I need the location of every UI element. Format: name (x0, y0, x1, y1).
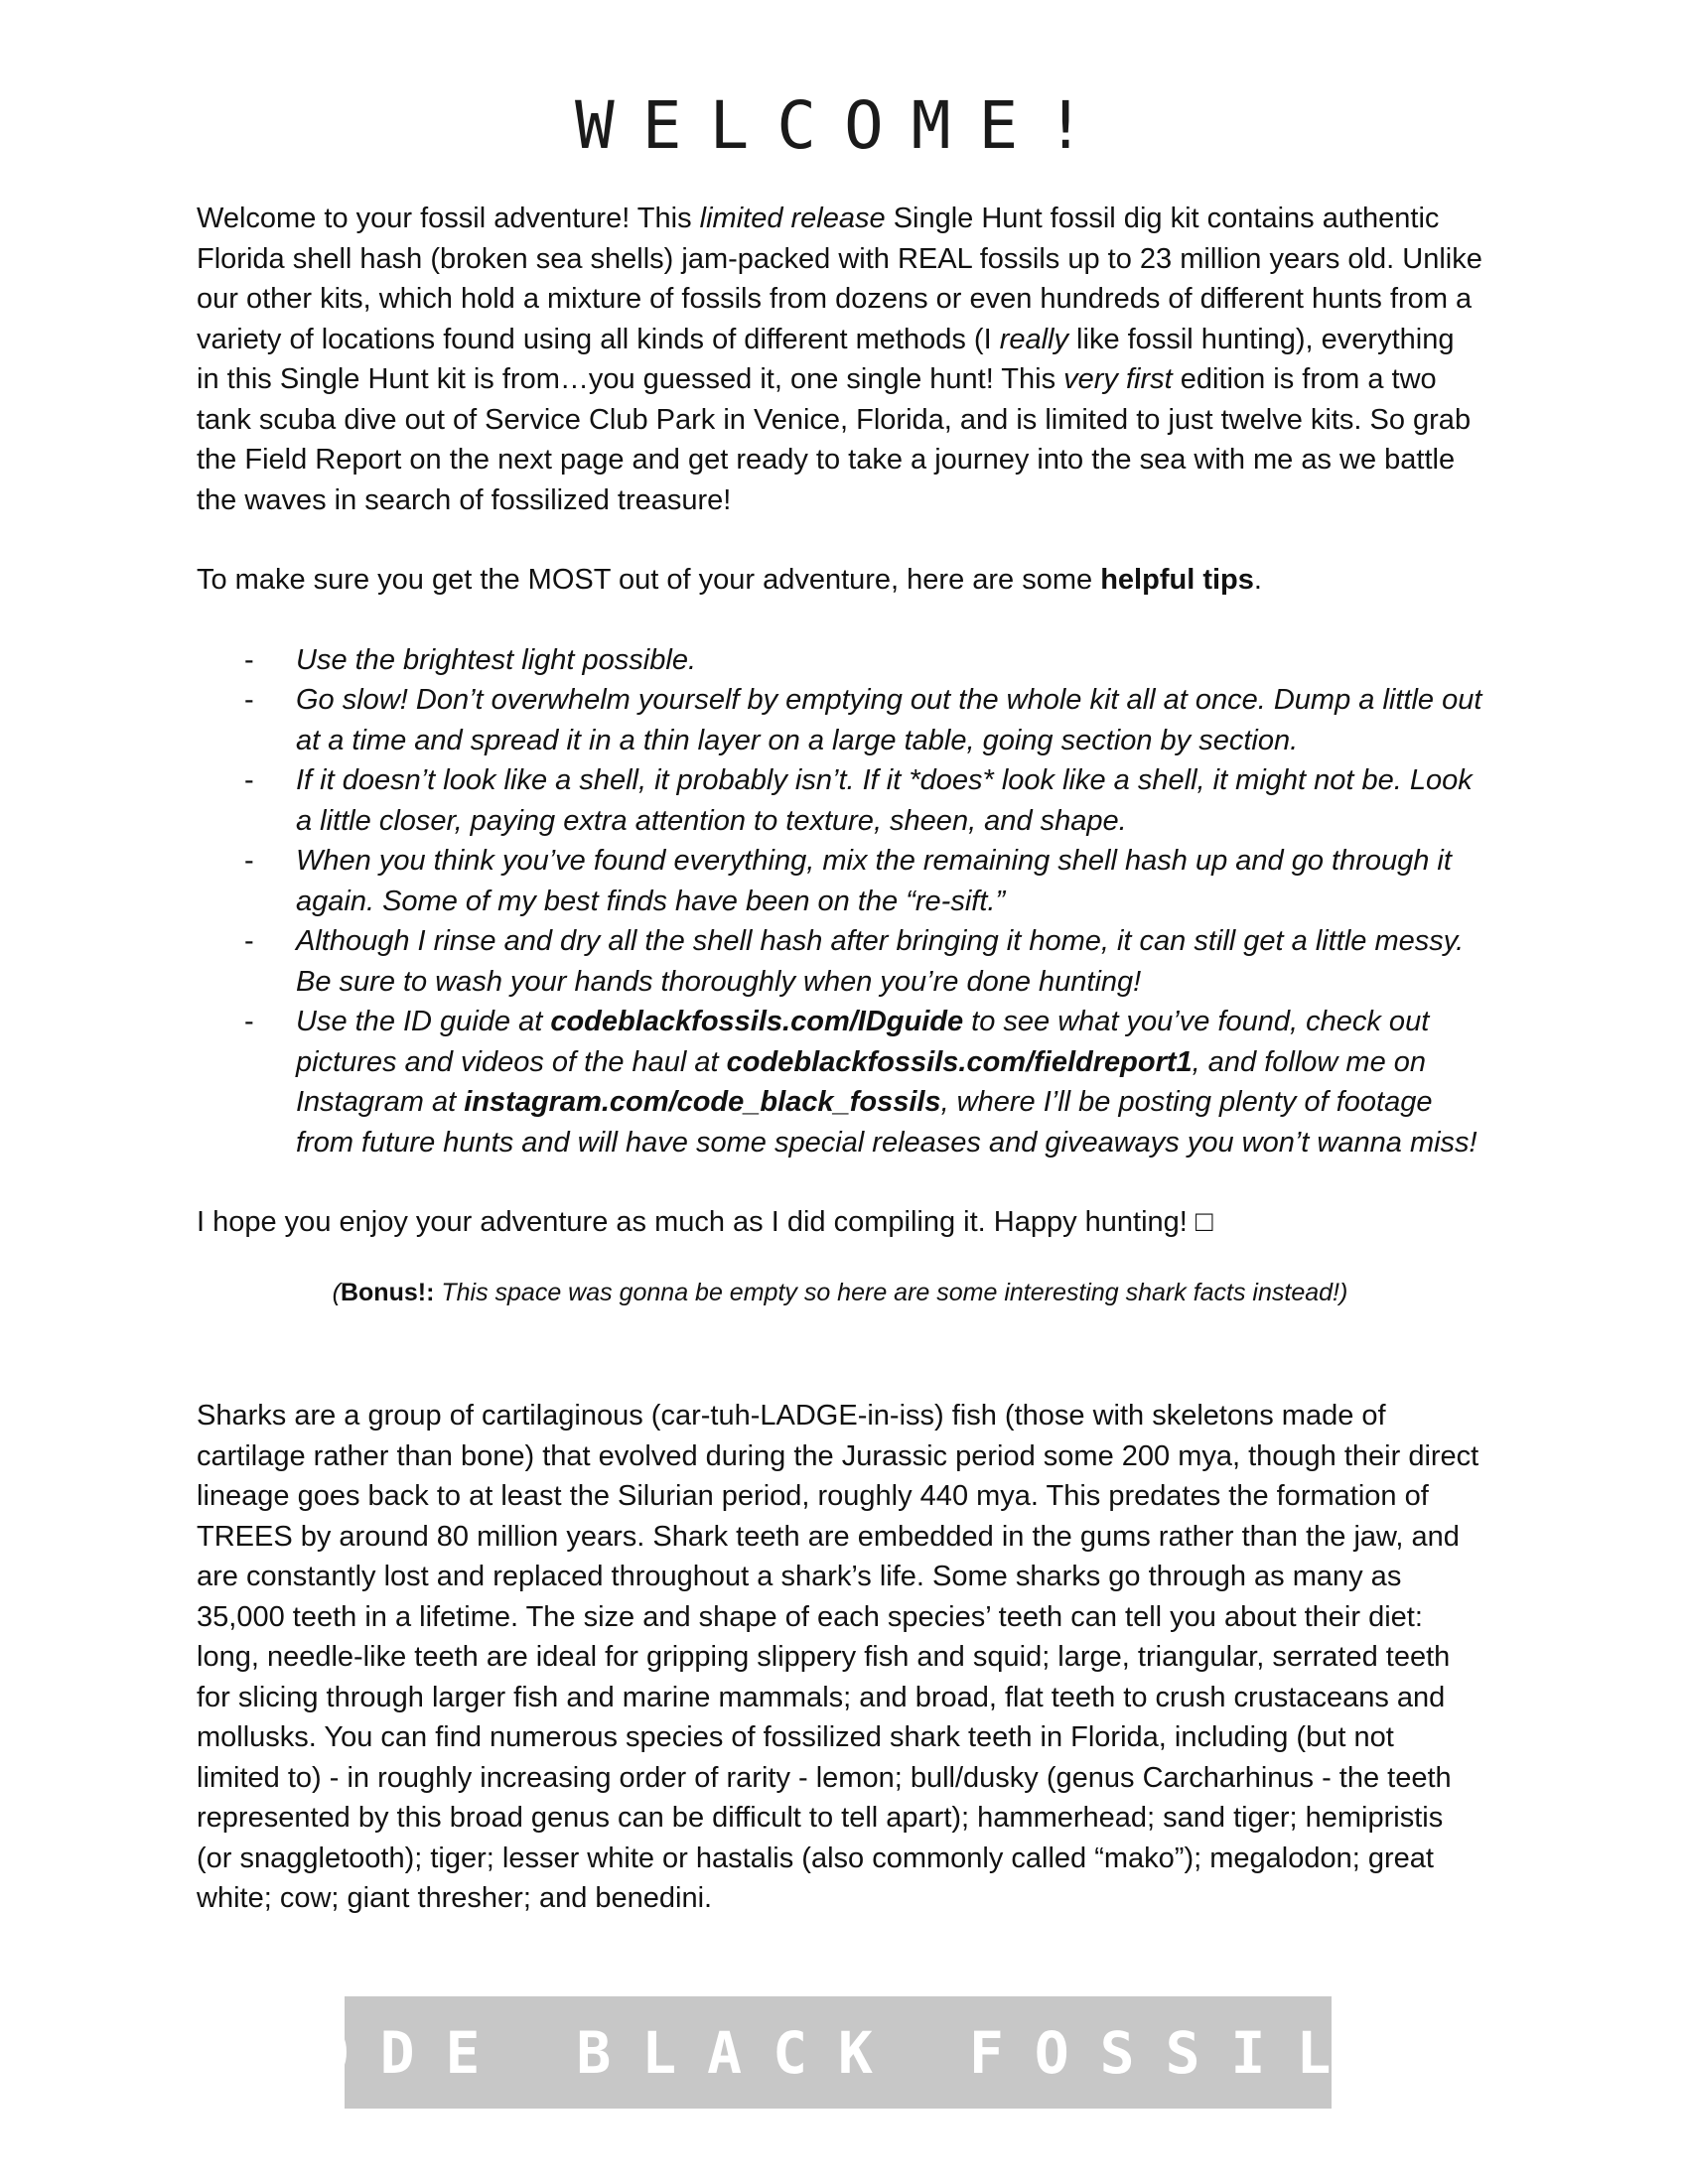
document-body (197, 199, 1483, 1919)
field-report-link[interactable]: codeblackfossils.com/fieldreport1 (726, 1045, 1193, 1078)
tips-lead-end: . (1253, 564, 1262, 596)
bullet-dash: - (244, 1006, 254, 1037)
tip-text: If it doesn’t look like a shell, it probably isn’t. If it *does* look like a shell, it might not be. Look a little closer, paying extra attention to texture, sheen, and shape. (296, 764, 1473, 837)
tip-text: Go slow! Don’t overwhelm yourself by emptying out the whole kit all at once. Dump a little out at a time and spread it in a thin layer on a large table, going section by section. (296, 684, 1482, 756)
tip-text: , and follow me on Instagram at (296, 1045, 1427, 1118)
tip-text: When you think you’ve found everything, mix the remaining shell hash up and go through it again. Some of my best finds have been on the “re-sift.” (296, 845, 1452, 917)
intro-text: edition is from a two tank scuba dive out of Service Club Park in Venice, Florida, and is limited to just twelve kits. So grab the Field Report on the next page and get ready to take a journey into the sea with me as we battle the waves in search of fossilized treasure! (197, 363, 1472, 516)
intro-text: Single Hunt fossil dig kit contains authentic Florida shell hash (broken sea shells) jam-packed with REAL fossils up to 23 million years old. Unlike our other kits, which hold a mixture of fossils from dozens or even hundreds of different hunts from a variety of locations found using all kinds of different methods (I (197, 203, 1482, 355)
intro-paragraph (197, 199, 1483, 520)
shark-facts-paragraph: Sharks are a group of cartilaginous (car-tuh-LADGE-in-iss) fish (those with skeletons made of cartilage rather than bone) that evolved during the Jurassic period some 200 mya, though their direct lineage goes back to at least the Silurian period, roughly 440 mya. This predates the formation of TREES by around 80 million years. Shark teeth are embedded in the gums rather than the jaw, and are constantly lost and replaced throughout a shark’s life. Some sharks go through as many as 35,000 teeth in a lifetime. The size and shape of each species’ teeth can tell you about their diet: long, needle-like teeth are ideal for gripping slippery fish and squid; large, triangular, serrated teeth for slicing through larger fish and marine mammals; and broad, flat teeth to crush crustaceans and mollusks. You can find numerous species of fossilized shark teeth in Florida, including (but not limited to) - in roughly increasing order of rarity - lemon; bull/dusky (genus Carcharhinus - the teeth represented by this broad genus can be difficult to tell apart); hammerhead; sand tiger; hemipristis (or snaggletooth); tiger; lesser white or hastalis (also commonly called “mako”); megalodon; great white; cow; giant thresher; and benedini. (197, 1400, 1479, 1914)
id-guide-link[interactable]: codeblackfossils.com/IDguide (550, 1006, 964, 1037)
tip-item (197, 921, 1483, 1002)
bonus-text: This space was gonna be empty so here are some interesting shark facts instead!) (434, 1278, 1348, 1306)
bonus-label: Bonus!: (340, 1278, 435, 1306)
tip-item (197, 640, 1483, 681)
tip-text: Although I rinse and dry all the shell hash after bringing it home, it can still get a little messy. Be sure to wash your hands thoroughly when you’re done hunting! (296, 925, 1465, 998)
brand-banner (248, 1996, 1428, 2109)
tip-text: Use the brightest light possible. (296, 643, 696, 676)
intro-text: like fossil hunting), everything in this Single Hunt kit is from…you guessed it, one single hunt! This (197, 323, 1455, 395)
intro-text: Welcome to your fossil adventure! This (197, 203, 700, 234)
bullet-dash: - (244, 764, 254, 796)
intro-emphasis-very-first: very first (1063, 363, 1173, 395)
tip-text: Use the ID guide at (296, 1006, 551, 1037)
instagram-link[interactable]: instagram.com/code_black_fossils (464, 1086, 941, 1118)
tips-lead-paragraph (197, 560, 1483, 601)
closing-text: I hope you enjoy your adventure as much as I did compiling it. Happy hunting! (197, 1206, 1196, 1238)
bullet-dash: - (244, 845, 254, 877)
tips-list (197, 640, 1483, 1163)
tips-lead-text: To make sure you get the MOST out of your adventure, here are some (197, 564, 1101, 596)
bullet-dash: - (244, 684, 254, 716)
closing-paragraph (197, 1202, 1483, 1243)
intro-emphasis-limited-release: limited release (699, 203, 886, 234)
tip-item (197, 680, 1483, 760)
tip-text: to see what you’ve found, check out pictures and videos of the haul at (296, 1006, 1430, 1078)
page-title: WELCOME! (575, 87, 1113, 164)
tip-item (197, 1002, 1483, 1162)
brand-logo-text: CODE BLACK FOSSILS (248, 2018, 1428, 2087)
tips-lead-bold: helpful tips (1100, 564, 1254, 596)
tip-item (197, 841, 1483, 921)
bullet-dash: - (244, 643, 254, 676)
tip-item (197, 760, 1483, 841)
bullet-dash: - (244, 925, 254, 957)
intro-emphasis-really: really (999, 323, 1068, 355)
missing-glyph-icon: □ (1195, 1206, 1213, 1238)
bonus-note (197, 1273, 1483, 1313)
bonus-paren: ( (332, 1278, 341, 1306)
tip-text: , where I’ll be posting plenty of footage from future hunts and will have some special releases and giveaways you won’t wanna miss! (296, 1086, 1477, 1159)
